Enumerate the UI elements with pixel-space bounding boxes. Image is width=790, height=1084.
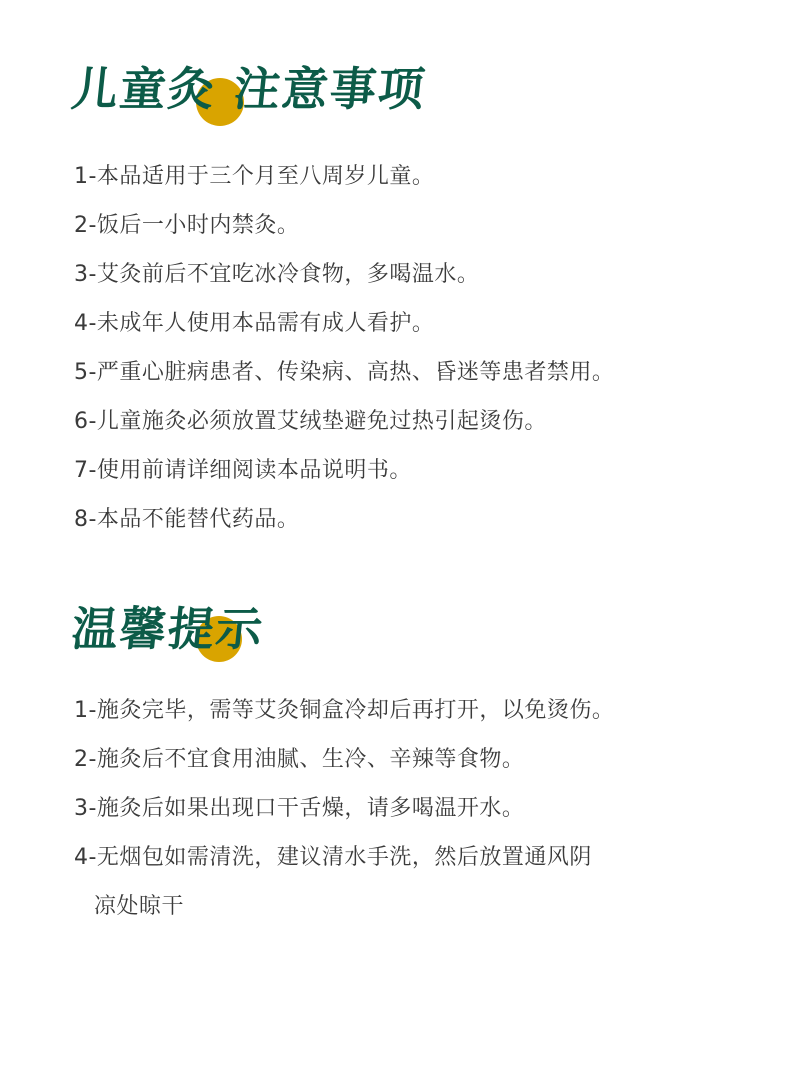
- precaution-item-2: 2-饭后一小时内禁灸。: [74, 213, 300, 238]
- precaution-item-3: 3-艾灸前后不宜吃冰冷食物，多喝温水。: [74, 262, 480, 287]
- precautions-heading-block: [0, 50, 790, 140]
- tip-item-3: 3-施灸后如果出现口干舌燥，请多喝温开水。: [74, 796, 525, 821]
- precaution-item-6: 6-儿童施灸必须放置艾绒垫避免过热引起烫伤。: [74, 409, 547, 434]
- tip-item-2: 2-施灸后不宜食用油腻、生冷、辛辣等食物。: [74, 747, 525, 772]
- tips-title: 温馨提示: [69, 602, 267, 656]
- tip-item-4-text: 4-无烟包如需清洗，建议清水手洗，然后放置通风阴: [74, 845, 592, 870]
- tip-item-4: [74, 833, 614, 931]
- tips-heading-block: [0, 590, 790, 680]
- tips-section: [0, 590, 790, 919]
- tips-list: [74, 686, 614, 931]
- precaution-item-7: 7-使用前请详细阅读本品说明书。: [74, 458, 412, 483]
- precaution-item-4: 4-未成年人使用本品需有成人看护。: [74, 311, 435, 336]
- tip-item-4-continuation: 凉处晾干: [94, 894, 185, 919]
- tip-item-1: 1-施灸完毕，需等艾灸铜盒冷却后再打开，以免烫伤。: [74, 698, 615, 723]
- precaution-item-1: 1-本品适用于三个月至八周岁儿童。: [74, 164, 435, 189]
- precaution-item-8: 8-本品不能替代药品。: [74, 507, 300, 532]
- precautions-title: 儿童灸 注意事项: [69, 62, 429, 116]
- precaution-item-5: 5-严重心脏病患者、传染病、高热、昏迷等患者禁用。: [74, 360, 615, 385]
- precautions-list: [74, 152, 614, 544]
- precautions-section: [0, 50, 790, 532]
